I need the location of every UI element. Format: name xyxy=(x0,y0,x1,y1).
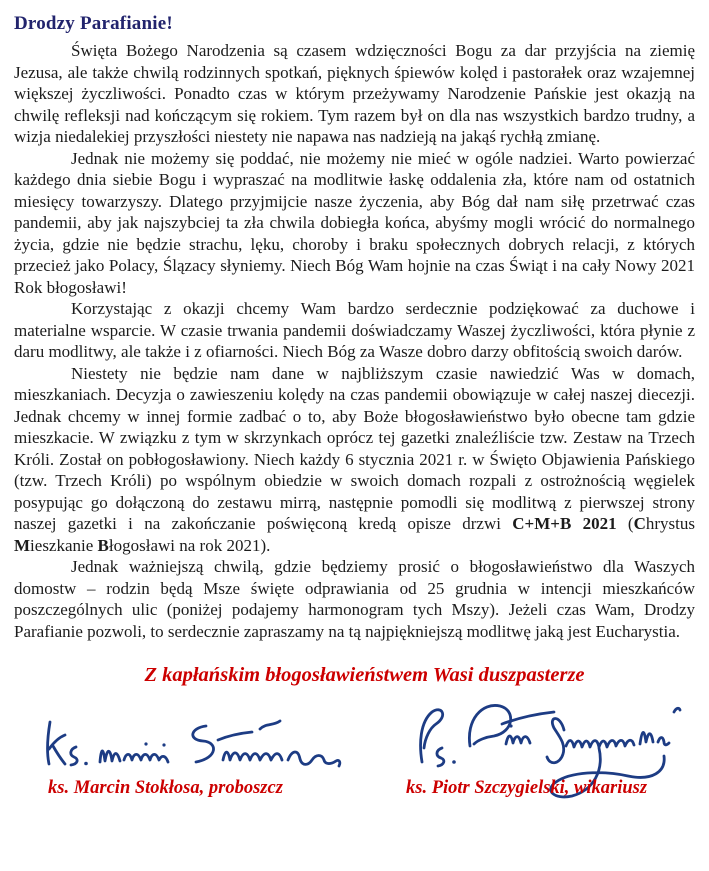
paragraph-koleda-epiphany-set: Niestety nie będzie nam dane w najbliższym czasie nawiedzić Was w domach, mieszkaniach. Decyzja o zawieszeniu kolędy na czas pandemii obowiązuje w całej naszej diecezji. Jednak chcemy w innej formie zadbać o to, aby Boże błogosławieństwo było obecne tam gdzie mieszkacie. W związku z tym w skrzynkach oprócz tej gazetki znaleźliście tzw. Zestaw na Trzech Króli. Został on pobłogosławiony. Niech każdy 6 stycznia 2021 r. w Święto Objawienia Pańskiego (tzw. Trzech Króli) po wspólnym obiedzie w swoich domach rozpali z ostrożnością węgielek posypując go dołączoną do zestawu mirrą, następnie pomodli się modlitwą z pierwszej strony naszej gazetki i na zakończanie poświęconą kredą opisze drzwi C+M+B 2021 (Chrystus Mieszkanie Błogosławi na rok 2021). xyxy=(14,363,695,555)
signature-block xyxy=(14,696,695,814)
paragraph-masses-invitation: Jednak ważniejszą chwilą, gdzie będziemy prosić o błogosławieństwo dla Waszych domostw – rodzin będą Msze święte odprawiania od 25 grudnia w intencji mieszkańców poszczególnych ulic (poniżej podajemy harmonogram tych Mszy). Jeżeli czas Wam, Drodzy Parafianie pozwoli, to serdecznie zapraszamy na tą najpiękniejszą modlitwę jaką jest Eucharystia. xyxy=(14,557,695,641)
letter-heading: Drodzy Parafianie! xyxy=(14,13,173,34)
signature-caption-proboszcz: ks. Marcin Stokłosa, proboszcz xyxy=(48,778,283,798)
closing-blessing: Z kapłańskim błogosławieństwem Wasi duszpasterze xyxy=(144,664,585,686)
paragraph-thanks: Korzystając z okazji chcemy Wam bardzo serdecznie podziękować za duchowe i materialne wsparcie. W czasie trwania pandemii doświadczamy Waszej życzliwości, która płynie z daru modlitwy, ale także i z ofiarności. Niech Bóg za Wasze dobro darzy obfitością swoich darów. xyxy=(14,299,695,361)
paragraph-hope-wishes: Jednak nie możemy się poddać, nie możemy nie mieć w ogóle nadziei. Warto powierzać każdego dnia siebie Bogu i wypraszać na modlitwie łaskę oddalenia zła, które nam od ostatnich miesięcy towarzyszy. Dlatego przyjmijcie nasze życzenia, aby Bóg dał nam siłę przetrwać czas pandemii, aby jak najszybciej ta zła chwila dobiegła końca, abyśmy mogli wrócić do normalnego życia, gdzie nie będzie strachu, lęku, choroby i braku społecznych dobrych relacji, z których przecież jako Polacy, Ślązacy słyniemy. Niech Bóg Wam hojnie na czas Świąt i na cały Nowy 2021 Rok błogosławi! xyxy=(14,148,695,297)
signature-caption-wikariusz: ks. Piotr Szczygielski, wikariusz xyxy=(406,778,648,798)
paragraph-christmas-reflection: Święta Bożego Narodzenia są czasem wdzięczności Bogu za dar przyjścia na ziemię Jezusa, ale także chwilą rodzinnych spotkań, pięknych śpiewów kolęd i pastorałek oraz wzajemnej większej życzliwości. Ponadto czas w którym przeżywamy Narodzenie Pańskie jest okazją na chwilę refleksji nad kończącym się rokiem. Tym razem był on dla nas wszystkich bardzo trudny, a wizja niedalekiej przyszłości niestety nie napawa nas nadzieją na jakąś rychłą zmianę. xyxy=(14,41,695,146)
letter-body xyxy=(14,40,695,642)
signature-handwriting-marcin-stoklosa xyxy=(38,716,350,774)
